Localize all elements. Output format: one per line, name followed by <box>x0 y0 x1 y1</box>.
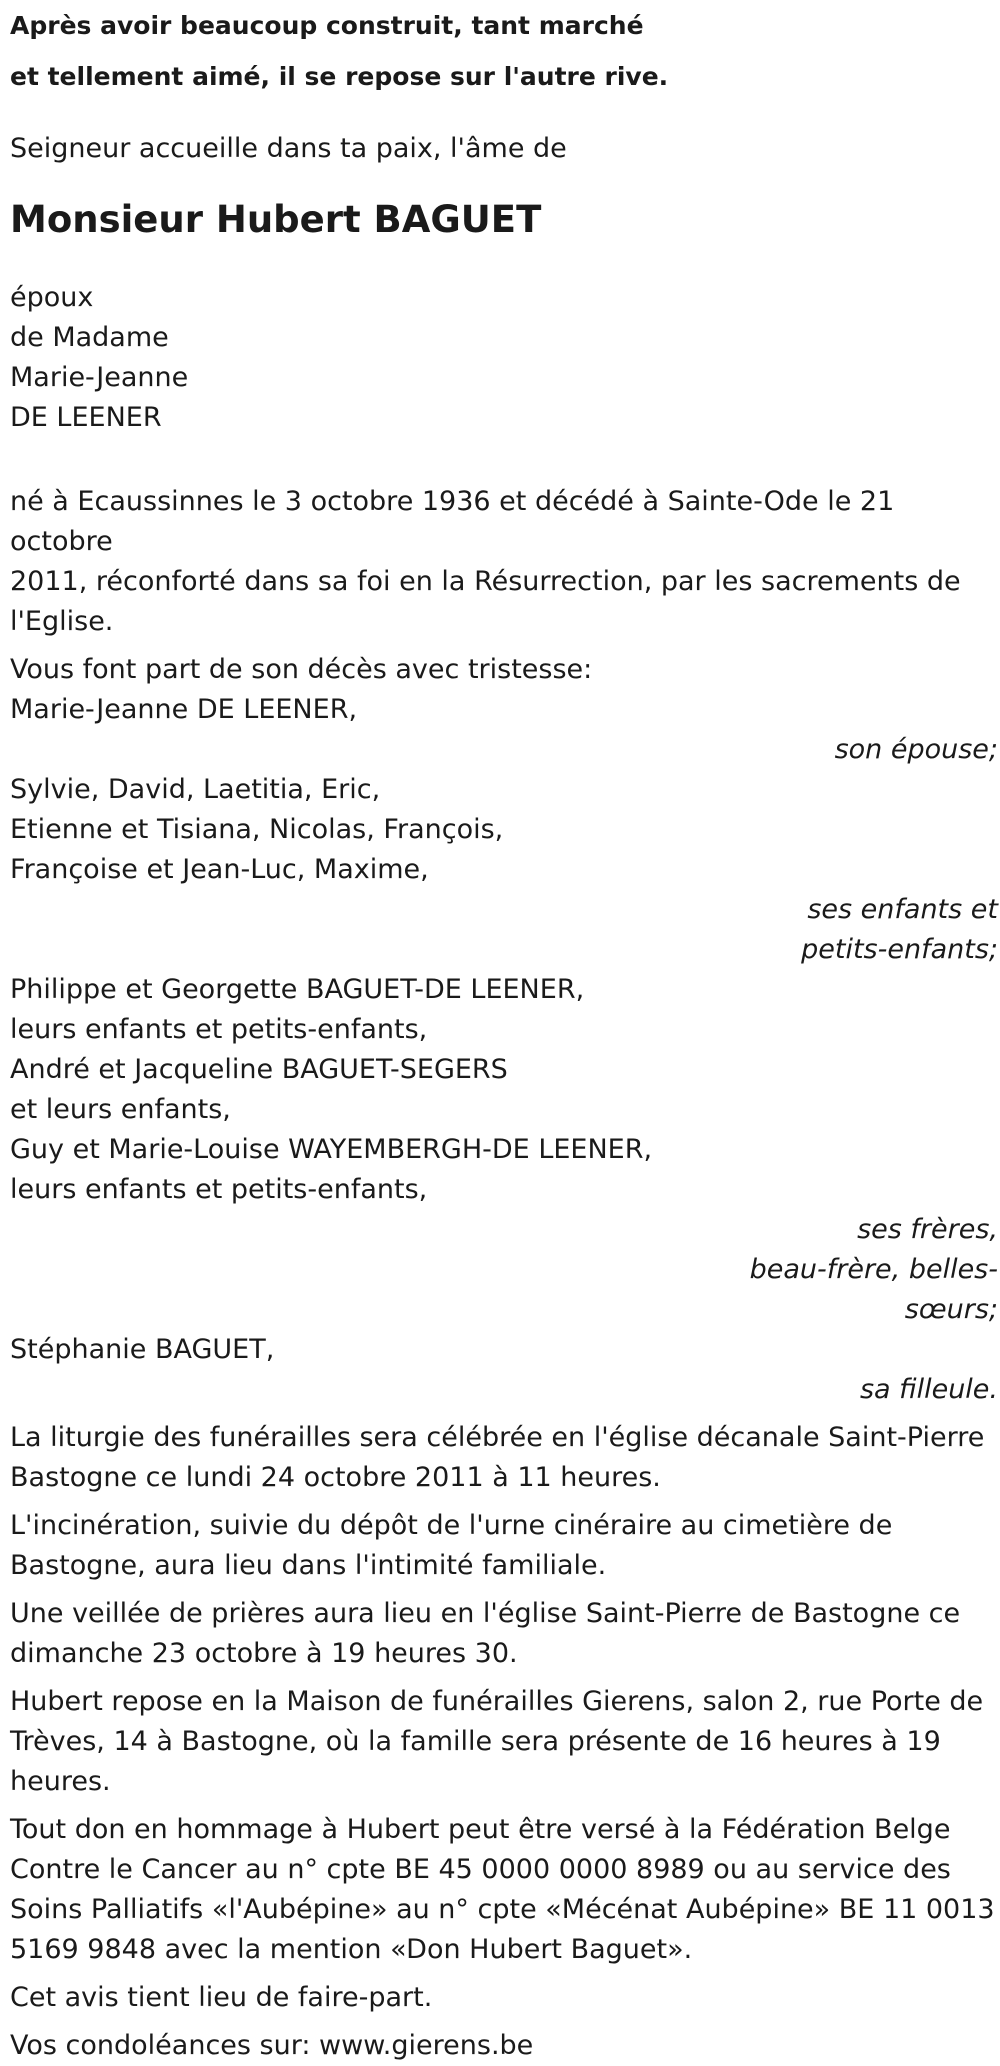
liturgy-line: La liturgie des funérailles sera célébrée en l'église décanale Saint-Pierre <box>10 1422 985 1453</box>
deceased-name: Monsieur Hubert BAGUET <box>10 198 542 241</box>
vigil <box>10 1594 1000 1674</box>
notice-text: Cet avis tient lieu de faire-part. <box>10 1982 433 2013</box>
header-line-2: et tellement aimé, il se repose sur l'autre rive. <box>10 62 669 91</box>
siblings-role: ses frères, <box>857 1214 998 1245</box>
children-line: Etienne et Tisiana, Nicolas, François, <box>10 814 504 845</box>
spouse-line: Marie-Jeanne <box>10 362 189 393</box>
spouse-block <box>10 278 1000 438</box>
donation-line: Tout don en hommage à Hubert peut être versé à la Fédération Belge <box>10 1814 951 1845</box>
siblings-role: sœurs; <box>904 1294 998 1325</box>
cremation-line: Bastogne, aura lieu dans l'intimité familiale. <box>10 1550 607 1581</box>
birth-death-line: 2011, réconforté dans sa foi en la Résurrection, par les sacrements de <box>10 566 961 597</box>
children-role: ses enfants et <box>807 894 998 925</box>
spouse-line: époux <box>10 282 94 313</box>
liturgy <box>10 1418 1000 1498</box>
children-line: Françoise et Jean-Luc, Maxime, <box>10 854 429 885</box>
wife-name: Marie-Jeanne DE LEENER, <box>10 694 358 725</box>
wife-role: son épouse; <box>834 734 998 765</box>
siblings-line: leurs enfants et petits-enfants, <box>10 1174 428 1205</box>
siblings-line: André et Jacqueline BAGUET-SEGERS <box>10 1054 508 1085</box>
birth-death <box>10 482 1000 642</box>
repose-line: heures. <box>10 1766 111 1797</box>
birth-death-line: l'Eglise. <box>10 606 114 637</box>
birth-death-line: né à Ecaussinnes le 3 octobre 1936 et décédé à Sainte-Ode le 21 octobre <box>10 486 895 557</box>
repose <box>10 1682 1000 1802</box>
repose-line: Hubert repose en la Maison de funérailles Gierens, salon 2, rue Porte de <box>10 1686 984 1717</box>
cremation <box>10 1506 1000 1586</box>
repose-line: Trèves, 14 à Bastogne, où la famille sera présente de 16 heures à 19 <box>10 1726 941 1757</box>
spouse-line: de Madame <box>10 322 169 353</box>
condolences-text: Vos condoléances sur: www.gierens.be <box>10 2030 534 2061</box>
intro: Seigneur accueille dans ta paix, l'âme de <box>10 133 567 164</box>
spouse-line: DE LEENER <box>10 402 162 433</box>
siblings-line: leurs enfants et petits-enfants, <box>10 1014 428 1045</box>
donation-line: Soins Palliatifs «l'Aubépine» au n° cpte «Mécénat Aubépine» BE 11 0013 <box>10 1894 995 1925</box>
donation-line: 5169 9848 avec la mention «Don Hubert Baguet». <box>10 1934 693 1965</box>
cremation-line: L'incinération, suivie du dépôt de l'urne cinéraire au cimetière de <box>10 1510 893 1541</box>
family-list <box>10 690 1000 1410</box>
siblings-line: Philippe et Georgette BAGUET-DE LEENER, <box>10 974 585 1005</box>
vigil-line: dimanche 23 octobre à 19 heures 30. <box>10 1638 518 1669</box>
announcement: Vous font part de son décès avec tristesse: <box>10 654 593 685</box>
siblings-role: beau-frère, belles- <box>749 1254 998 1285</box>
donation-line: Contre le Cancer au n° cpte BE 45 0000 0000 8989 ou au service des <box>10 1854 951 1885</box>
goddaughter-role: sa filleule. <box>859 1374 998 1405</box>
children-line: Sylvie, David, Laetitia, Eric, <box>10 774 381 805</box>
liturgy-line: Bastogne ce lundi 24 octobre 2011 à 11 heures. <box>10 1462 661 1493</box>
children-role: petits-enfants; <box>801 934 998 965</box>
siblings-line: Guy et Marie-Louise WAYEMBERGH-DE LEENER, <box>10 1134 653 1165</box>
vigil-line: Une veillée de prières aura lieu en l'église Saint-Pierre de Bastogne ce <box>10 1598 961 1629</box>
siblings-line: et leurs enfants, <box>10 1094 231 1125</box>
donation <box>10 1810 1000 1970</box>
header <box>10 0 1000 102</box>
header-line-1: Après avoir beaucoup construit, tant marché <box>10 11 644 40</box>
goddaughter-name: Stéphanie BAGUET, <box>10 1334 275 1365</box>
